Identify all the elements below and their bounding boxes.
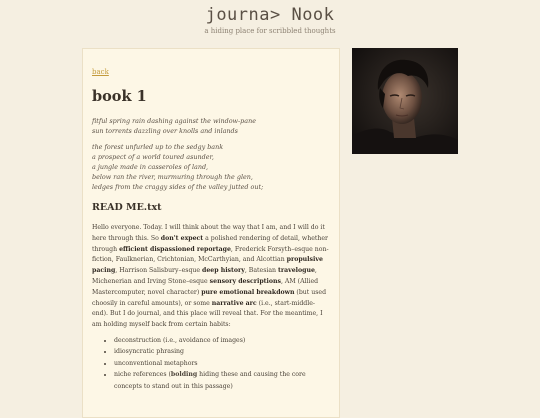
text-run: (i.e., start-middle-end). But I do journal, and this place will reveal that. For the meantime, I am holding myself back from certain habits: [92, 299, 323, 329]
text-run: Hello everyone. Today. I will think about the way that I am, and I will do it here through this. So [92, 224, 325, 242]
site-title[interactable]: journa> Nook [205, 5, 335, 25]
bold-phrase: don't expect [160, 234, 204, 242]
text-run: , AM (Allied Mastercomputer, novel character) [92, 277, 319, 296]
poem-line: fitful spring rain dashing against the window-pane [92, 117, 256, 125]
text-run: a polished rendering of detail, whether through [92, 234, 328, 253]
poem-line: a jungle made in casseroles of land, [92, 163, 209, 171]
habit-item [114, 358, 330, 370]
site-tagline: a hiding place for scribbled thoughts [204, 27, 336, 35]
text-run: deconstruction (i.e., avoidance of images) [114, 336, 246, 344]
site-header [0, 4, 540, 36]
intro-paragraph [92, 223, 330, 331]
bold-phrase: travelogue [278, 267, 315, 275]
poem-stanza [92, 142, 330, 192]
bold-phrase: deep history [202, 267, 245, 275]
poem-line: sun torrents dazzling over knolls and inlands [92, 127, 238, 135]
text-run: idiosyncratic phrasing [114, 348, 185, 356]
habit-item [114, 346, 330, 358]
section-title: READ ME.txt [92, 202, 162, 213]
bold-phrase: pure emotional breakdown [201, 288, 295, 296]
bold-phrase: bolding [170, 371, 198, 379]
bold-phrase: propulsive pacing [92, 256, 323, 275]
bold-phrase: efficient dispassioned reportage [119, 245, 231, 253]
poem-stanza [92, 116, 330, 136]
habit-item [114, 335, 330, 347]
bold-phrase: narrative arc [211, 299, 257, 307]
text-run: (but used choosily in careful amounts), or some [92, 288, 327, 307]
text-run: hiding these and causing the core concepts to stand out in this passage) [114, 371, 306, 390]
profile-photo [352, 48, 458, 154]
poem-line: below ran the river, murmuring through the glen, [92, 173, 253, 181]
text-run: unconventional metaphors [114, 359, 198, 367]
habit-list [92, 335, 330, 393]
post-title: book 1 [92, 88, 147, 105]
poem-line: a prospect of a world toured asunder, [92, 153, 214, 161]
back-link[interactable]: back [92, 68, 109, 76]
portrait-photo-icon [352, 48, 458, 154]
poem-line: ledges from the craggy sides of the valley jutted out; [92, 183, 264, 191]
text-run: , Batesian [244, 267, 278, 275]
text-run: , Michenerian and Irving Stone–esque [92, 267, 317, 285]
text-run: , Harrison Salisbury–esque [115, 267, 203, 275]
text-run: niche references ( [114, 371, 171, 379]
poem-line: the forest unfurled up to the sedgy bank [92, 143, 224, 151]
post-card [82, 48, 340, 418]
bold-phrase: sensory descriptions [209, 277, 281, 285]
text-run: , Frederick Forsyth–esque non-fiction, Faulknerian, Crichtonian, McCarthyian, and Alcottian [92, 245, 329, 264]
habit-item [114, 369, 330, 392]
